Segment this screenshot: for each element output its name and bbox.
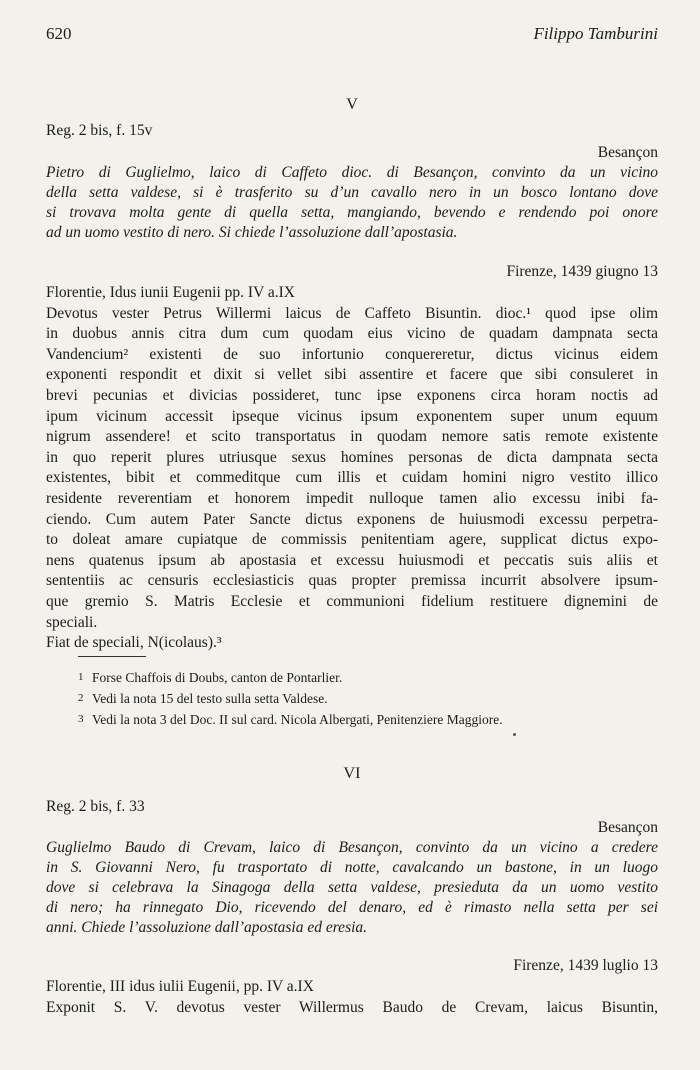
text-line: nens quatenus ipsum ab apostasia et excessu huiusmodi et peccatis suis aliis et <box>46 551 658 569</box>
text-line: in quo reperit plures utriusque sexus homines personas de dicta dampnata secta <box>46 448 658 466</box>
ink-speck <box>513 733 516 736</box>
footnote <box>78 688 658 709</box>
footnote-text: Vedi la nota 15 del testo sulla setta Valdese. <box>92 691 328 706</box>
page-number: 620 <box>46 24 72 43</box>
text-line-part: Devotus vester Petrus Willermi laicus de Caffeto Bisuntin. dioc.¹ quod ipse olim <box>46 304 658 322</box>
doc-summary-v <box>46 163 658 243</box>
text-line: to doleat amare cupiatque de commissis penitentiam agere, supplicat dictus expo- <box>46 531 658 549</box>
text-line: speciali. <box>46 613 98 631</box>
text-line: nigrum assendere! et scito transportatus in quodam nemore satis remote existente <box>46 428 658 446</box>
summary-line: anni. Chiede l’assoluzione dall’apostasia ed eresia. <box>46 919 368 936</box>
text-line: ipum vicinum accessit ipseque vicinus ipsum exponentem super unum equum <box>46 407 658 425</box>
doc-place-vi: Besançon <box>597 819 658 836</box>
doc-number-vi: VI <box>343 765 361 782</box>
text-line: in duobus annis citra dum cum quodam eius vicino de quadam dampnata secta <box>46 325 658 343</box>
doc-date-v: Firenze, 1439 giugno 13 <box>506 263 658 280</box>
text-line: existentes, bibit et commeditque cum illis et cuidam homini nigro vestito illico <box>46 469 658 487</box>
footnote <box>78 709 658 730</box>
summary-line: della setta valdese, si è trasferito su d’un cavallo nero in un bosco lontano dove <box>46 184 658 201</box>
footnote-number: 3 <box>78 713 84 725</box>
text-line: Florentie, Idus iunii Eugenii pp. IV a.IX <box>46 284 295 301</box>
summary-line: si trovava molta gente di quella setta, mangiando, bevendo e rendendo poi onore <box>46 204 658 221</box>
text-line: Vandencium² existenti de suo infortunio conquereretur, dictus vicinus eidem <box>46 345 658 363</box>
doc-place-v: Besançon <box>597 144 658 161</box>
doc-date-vi: Firenze, 1439 luglio 13 <box>513 957 658 974</box>
footnote-number: 1 <box>78 671 84 683</box>
text-line: que gremio S. Matris Ecclesie et communioni fidelium restituere dignemini de <box>46 592 658 610</box>
text-line: ciendo. Cum autem Pater Sancte dictus exponens de huiusmodi excessu perpetra- <box>46 510 658 528</box>
doc-register-vi: Reg. 2 bis, f. 33 <box>46 798 145 815</box>
footnotes-v <box>78 667 658 730</box>
summary-line: dove si celebrava la Sinagoga della setta valdese, presieduta da un uomo vestito <box>46 879 658 896</box>
doc-number-v: V <box>346 96 358 113</box>
summary-line: ad un uomo vestito di nero. Si chiede l’assoluzione dall’apostasia. <box>46 224 458 241</box>
summary-line: Pietro di Guglielmo, laico di Caffeto dioc. di Besançon, convinto da un vicino <box>46 164 658 181</box>
doc-text-v <box>46 283 658 654</box>
footnote-rule <box>78 656 146 657</box>
footnote-number: 2 <box>78 692 84 704</box>
text-line: brevi pecunias et divicias possideret, tunc ipse exponens circa horam noctis ad <box>46 386 658 404</box>
text-line: exponenti respondit et dixit si vellet sibi assentire et facere que sibi consuleret in <box>46 366 658 384</box>
summary-line: in S. Giovanni Nero, fu trasportato di notte, cavalcando un bastone, in un luogo <box>46 859 658 876</box>
text-line: Fiat de speciali, N(icolaus).³ <box>46 634 222 652</box>
footnote-text: Forse Chaffois di Doubs, canton de Pontarlier. <box>92 670 343 685</box>
text-line: sententiis ac censuris ecclesiasticis quas propter premissa incurrit absolvere ipsum- <box>46 572 658 590</box>
text-line: Exponit S. V. devotus vester Willermus Baudo de Crevam, laicus Bisuntin, <box>46 998 658 1016</box>
summary-line: di nero; ha rinnegato Dio, ricevendo del denaro, ed è rimasto nella setta per sei <box>46 899 658 916</box>
text-line: residente reverentiam et honorem impedit nulloque tamen alio excessu inibi fa- <box>46 489 658 507</box>
text-line <box>46 304 658 325</box>
footnote-text: Vedi la nota 3 del Doc. II sul card. Nicola Albergati, Penitenziere Maggiore. <box>92 712 503 727</box>
doc-summary-vi <box>46 838 658 938</box>
doc-text-vi <box>46 977 658 1018</box>
footnote <box>78 667 658 688</box>
doc-register-v: Reg. 2 bis, f. 15v <box>46 122 153 139</box>
page-header <box>46 24 658 48</box>
summary-line: Guglielmo Baudo di Crevam, laico di Besançon, convinto da un vicino a credere <box>46 839 658 856</box>
running-author: Filippo Tamburini <box>533 24 658 43</box>
text-line: Florentie, III idus iulii Eugenii, pp. IV a.IX <box>46 978 314 995</box>
